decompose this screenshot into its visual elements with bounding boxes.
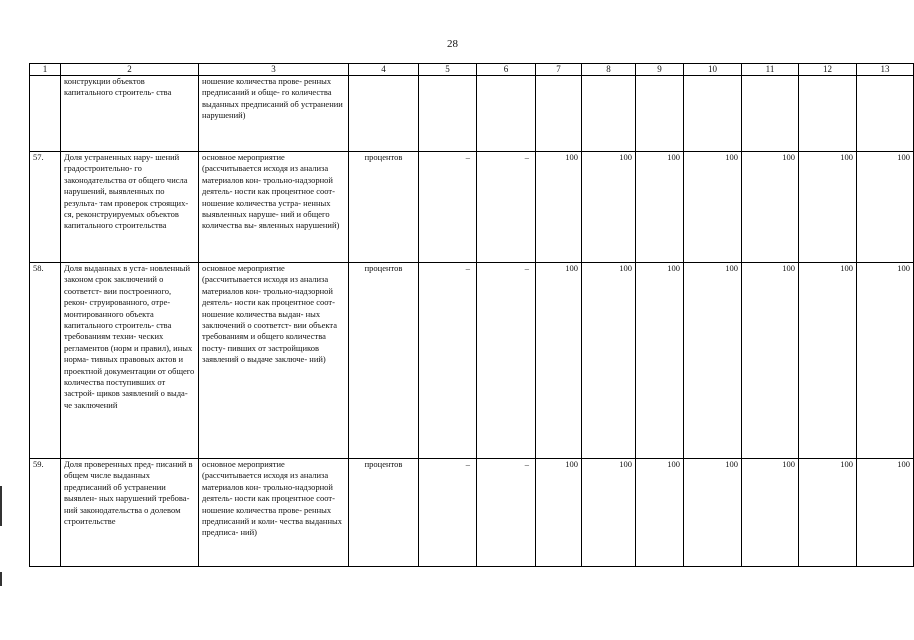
column-header: 4 — [349, 64, 419, 76]
value-cell: – — [477, 152, 536, 263]
column-header: 11 — [742, 64, 799, 76]
value-cell: 100 — [857, 263, 914, 459]
value-cell: 100 — [582, 152, 636, 263]
column-header: 13 — [857, 64, 914, 76]
table-row — [30, 76, 914, 152]
row-number — [30, 76, 61, 152]
value-cell: 100 — [636, 459, 684, 567]
indicators-table — [29, 63, 914, 567]
indicator-unit — [349, 76, 419, 152]
column-header: 3 — [199, 64, 349, 76]
value-cell — [419, 76, 477, 152]
indicator-name: Доля проверенных пред- писаний в общем числе выданных предписаний об устранении выявлен- ных нарушений требова- ний законодательства о долевом строительстве — [61, 459, 199, 567]
value-cell: 100 — [742, 263, 799, 459]
value-cell: 100 — [799, 263, 857, 459]
value-cell: 100 — [799, 459, 857, 567]
value-cell — [799, 76, 857, 152]
value-cell: 100 — [857, 459, 914, 567]
value-cell: 100 — [536, 459, 582, 567]
scan-edge-mark — [0, 486, 2, 526]
indicator-name: Доля устраненных нару- шений градостроительно- го законодательства от общего числа нарушений, выявленных по результа- там проверок строящих- ся, реконструируемых объектов капитального строительства — [61, 152, 199, 263]
value-cell: 100 — [684, 263, 742, 459]
indicator-method: основное мероприятие (рассчитывается исходя из анализа материалов кон- трольно-надзорной деятель- ности как процентное соот- ношение количества выдан- ных заключений о соответст- вии объекта требованиям и общего количества посту- пивших от застройщиков заявлений о выдаче заключе- ний) — [199, 263, 349, 459]
table-row — [30, 263, 914, 459]
row-number: 59. — [30, 459, 61, 567]
column-number-row — [30, 64, 914, 76]
indicator-unit: процентов — [349, 459, 419, 567]
indicator-method: ношение количества прове- ренных предписаний и обще- го количества выданных предписаний об устранении нарушений) — [199, 76, 349, 152]
table-row — [30, 459, 914, 567]
value-cell — [477, 76, 536, 152]
column-header: 8 — [582, 64, 636, 76]
row-number: 58. — [30, 263, 61, 459]
value-cell: 100 — [582, 263, 636, 459]
value-cell — [742, 76, 799, 152]
indicator-unit: процентов — [349, 263, 419, 459]
value-cell — [536, 76, 582, 152]
table-row — [30, 152, 914, 263]
column-header: 1 — [30, 64, 61, 76]
value-cell — [582, 76, 636, 152]
value-cell — [636, 76, 684, 152]
indicator-name: Доля выданных в уста- новленный законом срок заключений о соответст- вии построенного, рекон- струированного, отре- монтированного объекта капитального строитель- ства требованиям техни- ческих регламентов (норм и правил), иных норма- тивных правовых актов и проектной документации от общего количества поступивших от застрой- щиков заявлений о выда- че заключений — [61, 263, 199, 459]
value-cell: – — [419, 263, 477, 459]
value-cell: 100 — [742, 459, 799, 567]
value-cell: – — [477, 459, 536, 567]
value-cell: 100 — [684, 459, 742, 567]
value-cell: 100 — [636, 263, 684, 459]
indicator-name: конструкции объектов капитального строитель- ства — [61, 76, 199, 152]
column-header: 12 — [799, 64, 857, 76]
value-cell — [684, 76, 742, 152]
value-cell: – — [419, 459, 477, 567]
row-number: 57. — [30, 152, 61, 263]
column-header: 7 — [536, 64, 582, 76]
column-header: 9 — [636, 64, 684, 76]
value-cell: 100 — [684, 152, 742, 263]
scan-edge-mark — [0, 572, 2, 586]
value-cell: 100 — [582, 459, 636, 567]
column-header: 10 — [684, 64, 742, 76]
column-header: 6 — [477, 64, 536, 76]
value-cell: 100 — [742, 152, 799, 263]
indicator-method: основное мероприятие (рассчитывается исходя из анализа материалов кон- трольно-надзорной деятель- ности как процентное соот- ношение количества прове- ренных предписаний и коли- чества выданных предписа- ний) — [199, 459, 349, 567]
value-cell: – — [419, 152, 477, 263]
column-header: 2 — [61, 64, 199, 76]
indicator-unit: процентов — [349, 152, 419, 263]
value-cell: – — [477, 263, 536, 459]
value-cell: 100 — [536, 152, 582, 263]
value-cell: 100 — [536, 263, 582, 459]
value-cell: 100 — [857, 152, 914, 263]
page-number: 28 — [447, 38, 458, 50]
value-cell: 100 — [636, 152, 684, 263]
column-header: 5 — [419, 64, 477, 76]
value-cell: 100 — [799, 152, 857, 263]
value-cell — [857, 76, 914, 152]
indicator-method: основное мероприятие (рассчитывается исходя из анализа материалов кон- трольно-надзорной деятель- ности как процентное соот- ношение количества устра- ненных выявленных наруше- ний и общего количества вы- явленных нарушений) — [199, 152, 349, 263]
